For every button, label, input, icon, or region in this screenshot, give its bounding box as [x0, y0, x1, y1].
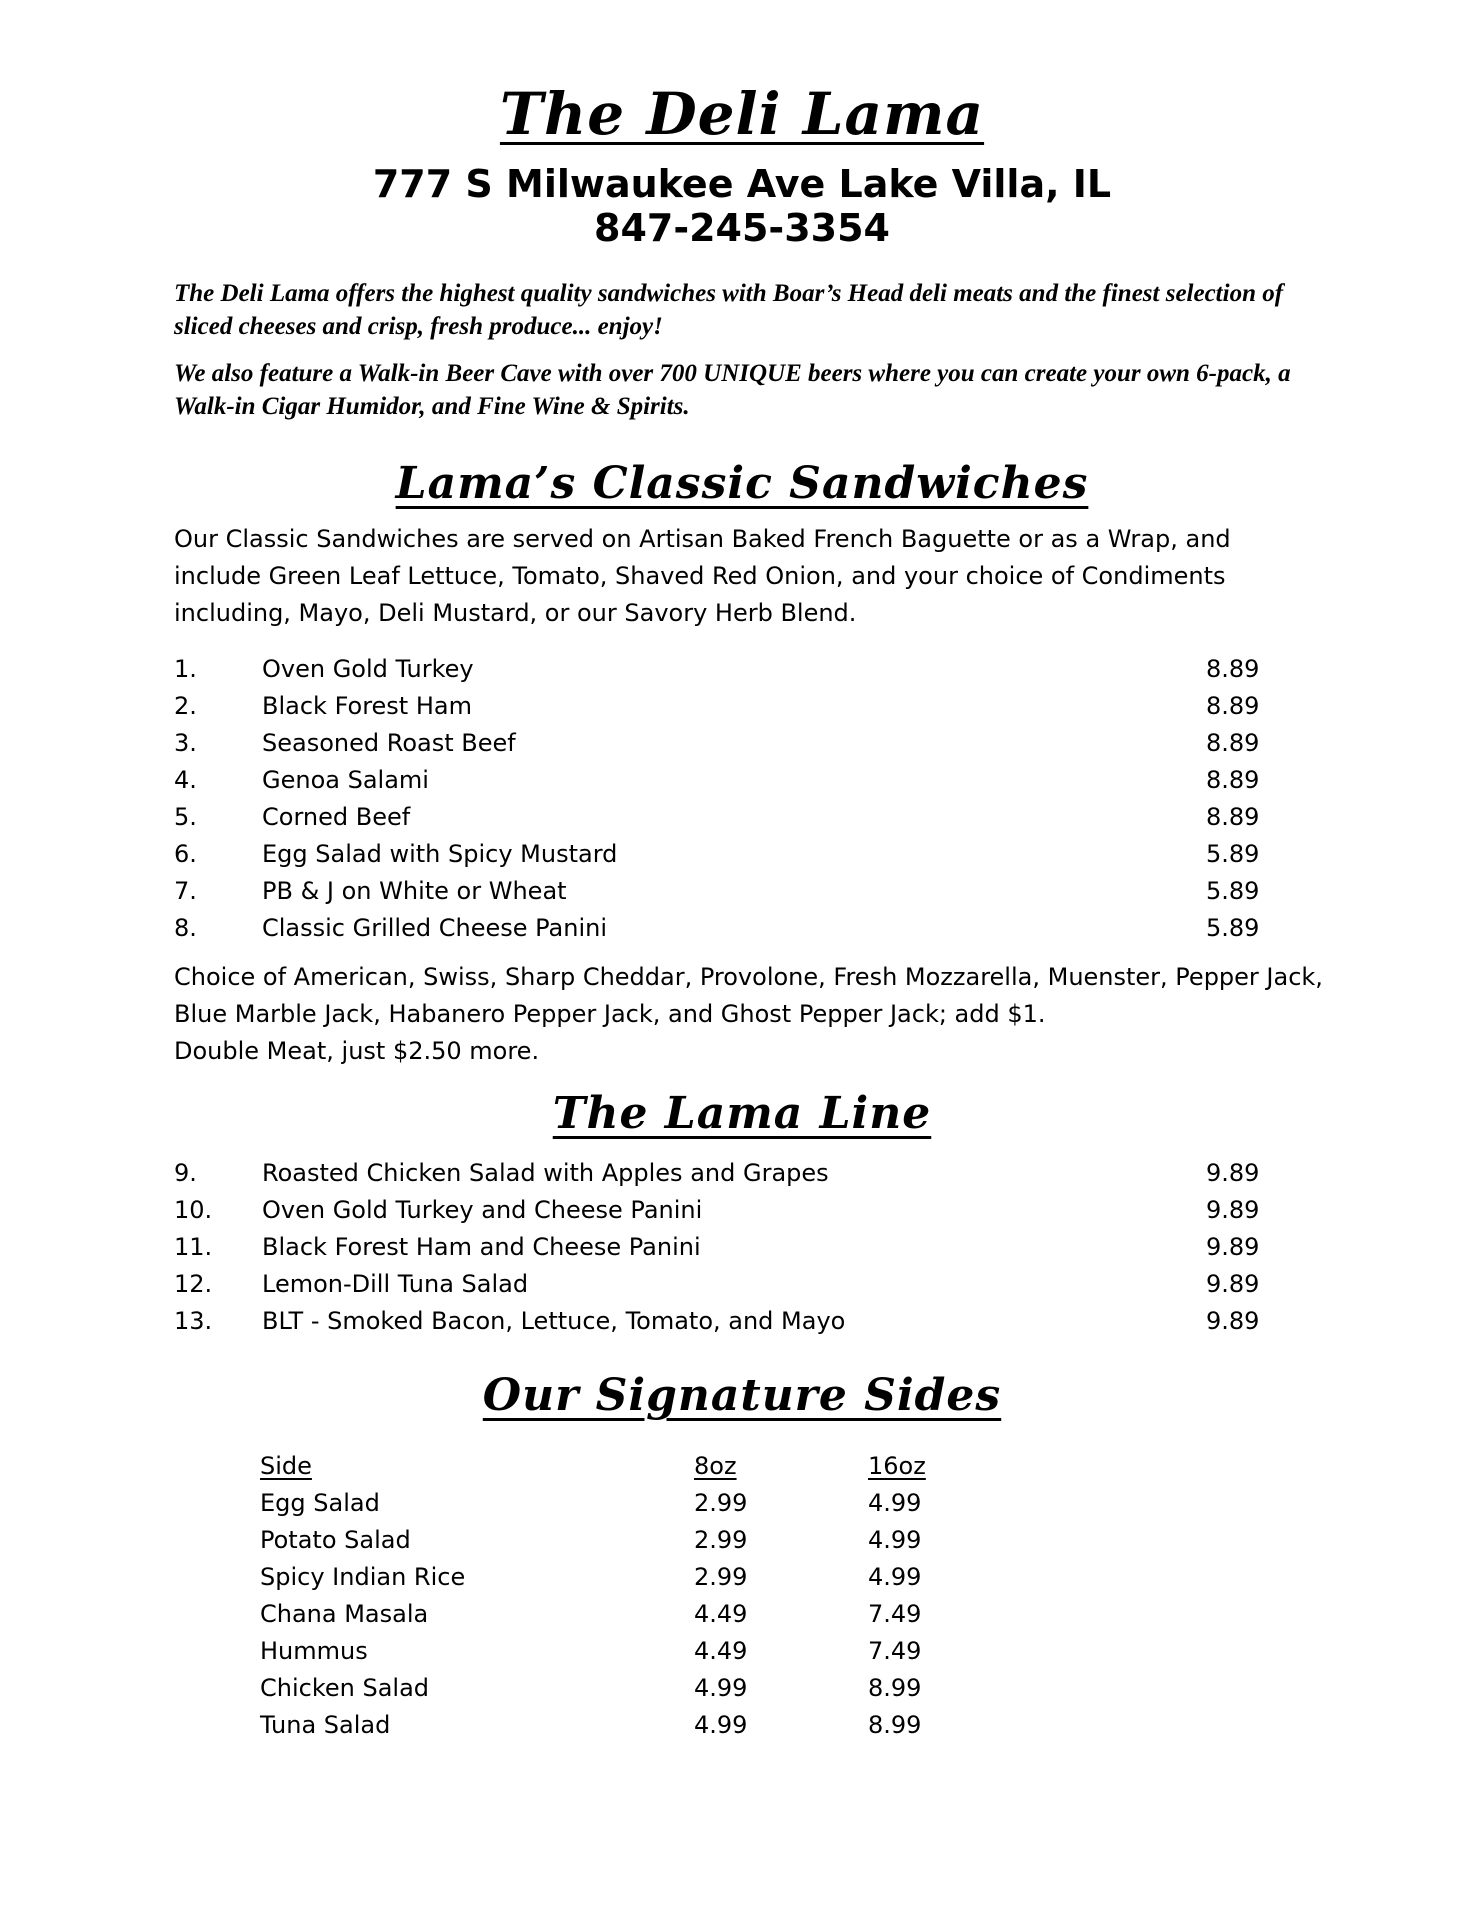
item-price: 8.89	[1206, 655, 1260, 683]
side-price-8oz: 2.99	[694, 1488, 748, 1517]
side-price-16oz: 7.49	[868, 1599, 922, 1628]
menu-item	[174, 762, 1274, 799]
double-meat-text: Double Meat, just $2.50 more.	[174, 1037, 540, 1065]
item-number: 8.	[174, 914, 197, 942]
side-price-8oz: 4.49	[694, 1636, 748, 1665]
menu-item	[174, 799, 1274, 836]
item-number: 4.	[174, 766, 197, 794]
item-name: Genoa Salami	[262, 766, 429, 794]
side-price-16oz: 8.99	[868, 1710, 922, 1739]
item-price: 5.89	[1206, 877, 1260, 905]
item-price: 9.89	[1206, 1233, 1260, 1261]
table-header-row	[260, 1447, 988, 1484]
side-price-8oz: 2.99	[694, 1562, 748, 1591]
table-row	[260, 1669, 988, 1706]
column-header-8oz: 8oz	[694, 1451, 737, 1480]
item-number: 12.	[174, 1270, 213, 1298]
menu-item	[174, 1192, 1274, 1229]
item-name: Lemon-Dill Tuna Salad	[262, 1270, 529, 1298]
item-name: Roasted Chicken Salad with Apples and Grapes	[262, 1159, 829, 1187]
item-name: Oven Gold Turkey	[262, 655, 474, 683]
item-price: 9.89	[1206, 1196, 1260, 1224]
item-price: 9.89	[1206, 1159, 1260, 1187]
table-row	[260, 1558, 988, 1595]
item-number: 3.	[174, 729, 197, 757]
table-row	[260, 1706, 988, 1743]
intro-paragraph: The Deli Lama offers the highest quality sandwiches with Boar’s Head deli meats and the finest selection of sliced cheeses and crisp, fresh produce... enjoy!	[174, 280, 1284, 340]
item-name: Corned Beef	[262, 803, 411, 831]
menu-item	[174, 1303, 1274, 1340]
side-price-16oz: 4.99	[868, 1488, 922, 1517]
side-name: Egg Salad	[260, 1488, 380, 1517]
column-header-side: Side	[260, 1451, 312, 1480]
side-price-16oz: 8.99	[868, 1673, 922, 1702]
item-number: 7.	[174, 877, 197, 905]
column-header-16oz: 16oz	[868, 1451, 926, 1480]
menu-item	[174, 1229, 1274, 1266]
table-row	[260, 1595, 988, 1632]
item-name: PB & J on White or Wheat	[262, 877, 567, 905]
section-heading-sides: Our Signature Sides	[482, 1370, 1002, 1421]
menu-item	[174, 1266, 1274, 1303]
side-name: Chicken Salad	[260, 1673, 430, 1702]
item-price: 9.89	[1206, 1307, 1260, 1335]
section-heading-lama-line: The Lama Line	[552, 1088, 932, 1139]
menu-item	[174, 1155, 1274, 1192]
item-price: 8.89	[1206, 729, 1260, 757]
table-row	[260, 1632, 988, 1669]
classic-description: Our Classic Sandwiches are served on Artisan Baked French Baguette or as a Wrap, and include Green Leaf Lettuce, Tomato, Shaved Red Onion, and your choice of Condiments including, Mayo, Deli Mustard, or our Savory Herb Blend.	[174, 525, 1231, 627]
item-number: 2.	[174, 692, 197, 720]
sides-table	[260, 1447, 988, 1743]
intro-paragraph: We also feature a Walk-in Beer Cave with over 700 UNIQUE beers where you can create your own 6-pack, a Walk-in Cigar Humidor, and Fine Wine & Spirits.	[174, 360, 1291, 420]
side-price-16oz: 4.99	[868, 1562, 922, 1591]
side-name: Hummus	[260, 1636, 368, 1665]
address: 777 S Milwaukee Ave Lake Villa, IL	[372, 162, 1112, 206]
item-name: Classic Grilled Cheese Panini	[262, 914, 607, 942]
item-number: 1.	[174, 655, 197, 683]
side-price-8oz: 4.49	[694, 1599, 748, 1628]
side-name: Potato Salad	[260, 1525, 411, 1554]
item-number: 13.	[174, 1307, 213, 1335]
item-name: Oven Gold Turkey and Cheese Panini	[262, 1196, 703, 1224]
item-price: 8.89	[1206, 803, 1260, 831]
menu-item	[174, 873, 1274, 910]
cheese-note	[174, 959, 1324, 1070]
side-name: Chana Masala	[260, 1599, 429, 1628]
item-name: Seasoned Roast Beef	[262, 729, 516, 757]
item-number: 10.	[174, 1196, 213, 1224]
table-row	[260, 1521, 988, 1558]
side-price-8oz: 4.99	[694, 1673, 748, 1702]
side-name: Spicy Indian Rice	[260, 1562, 466, 1591]
item-number: 6.	[174, 840, 197, 868]
table-row	[260, 1484, 988, 1521]
item-price: 8.89	[1206, 766, 1260, 794]
side-price-16oz: 4.99	[868, 1525, 922, 1554]
menu-item	[174, 836, 1274, 873]
side-name: Tuna Salad	[260, 1710, 391, 1739]
lama-line-list	[174, 1155, 1274, 1340]
side-price-8oz: 4.99	[694, 1710, 748, 1739]
item-price: 5.89	[1206, 840, 1260, 868]
item-name: Black Forest Ham and Cheese Panini	[262, 1233, 701, 1261]
menu-item	[174, 651, 1274, 688]
cheese-choice-text: Choice of American, Swiss, Sharp Cheddar, Provolone, Fresh Mozzarella, Muenster, Pepper Jack, Blue Marble Jack, Habanero Pepper Jack, and Ghost Pepper Jack; add $1.	[174, 963, 1323, 1028]
side-price-16oz: 7.49	[868, 1636, 922, 1665]
item-number: 9.	[174, 1159, 197, 1187]
item-price: 5.89	[1206, 914, 1260, 942]
phone-number: 847-245-3354	[594, 206, 890, 250]
item-price: 9.89	[1206, 1270, 1260, 1298]
item-name: Egg Salad with Spicy Mustard	[262, 840, 618, 868]
page-title: The Deli Lama	[499, 80, 985, 148]
item-number: 5.	[174, 803, 197, 831]
item-name: Black Forest Ham	[262, 692, 472, 720]
menu-item	[174, 725, 1274, 762]
classic-sandwich-list	[174, 651, 1274, 947]
side-price-8oz: 2.99	[694, 1525, 748, 1554]
item-name: BLT - Smoked Bacon, Lettuce, Tomato, and Mayo	[262, 1307, 846, 1335]
item-number: 11.	[174, 1233, 213, 1261]
menu-item	[174, 688, 1274, 725]
item-price: 8.89	[1206, 692, 1260, 720]
menu-item	[174, 910, 1274, 947]
section-heading-classic: Lama’s Classic Sandwiches	[395, 458, 1089, 509]
